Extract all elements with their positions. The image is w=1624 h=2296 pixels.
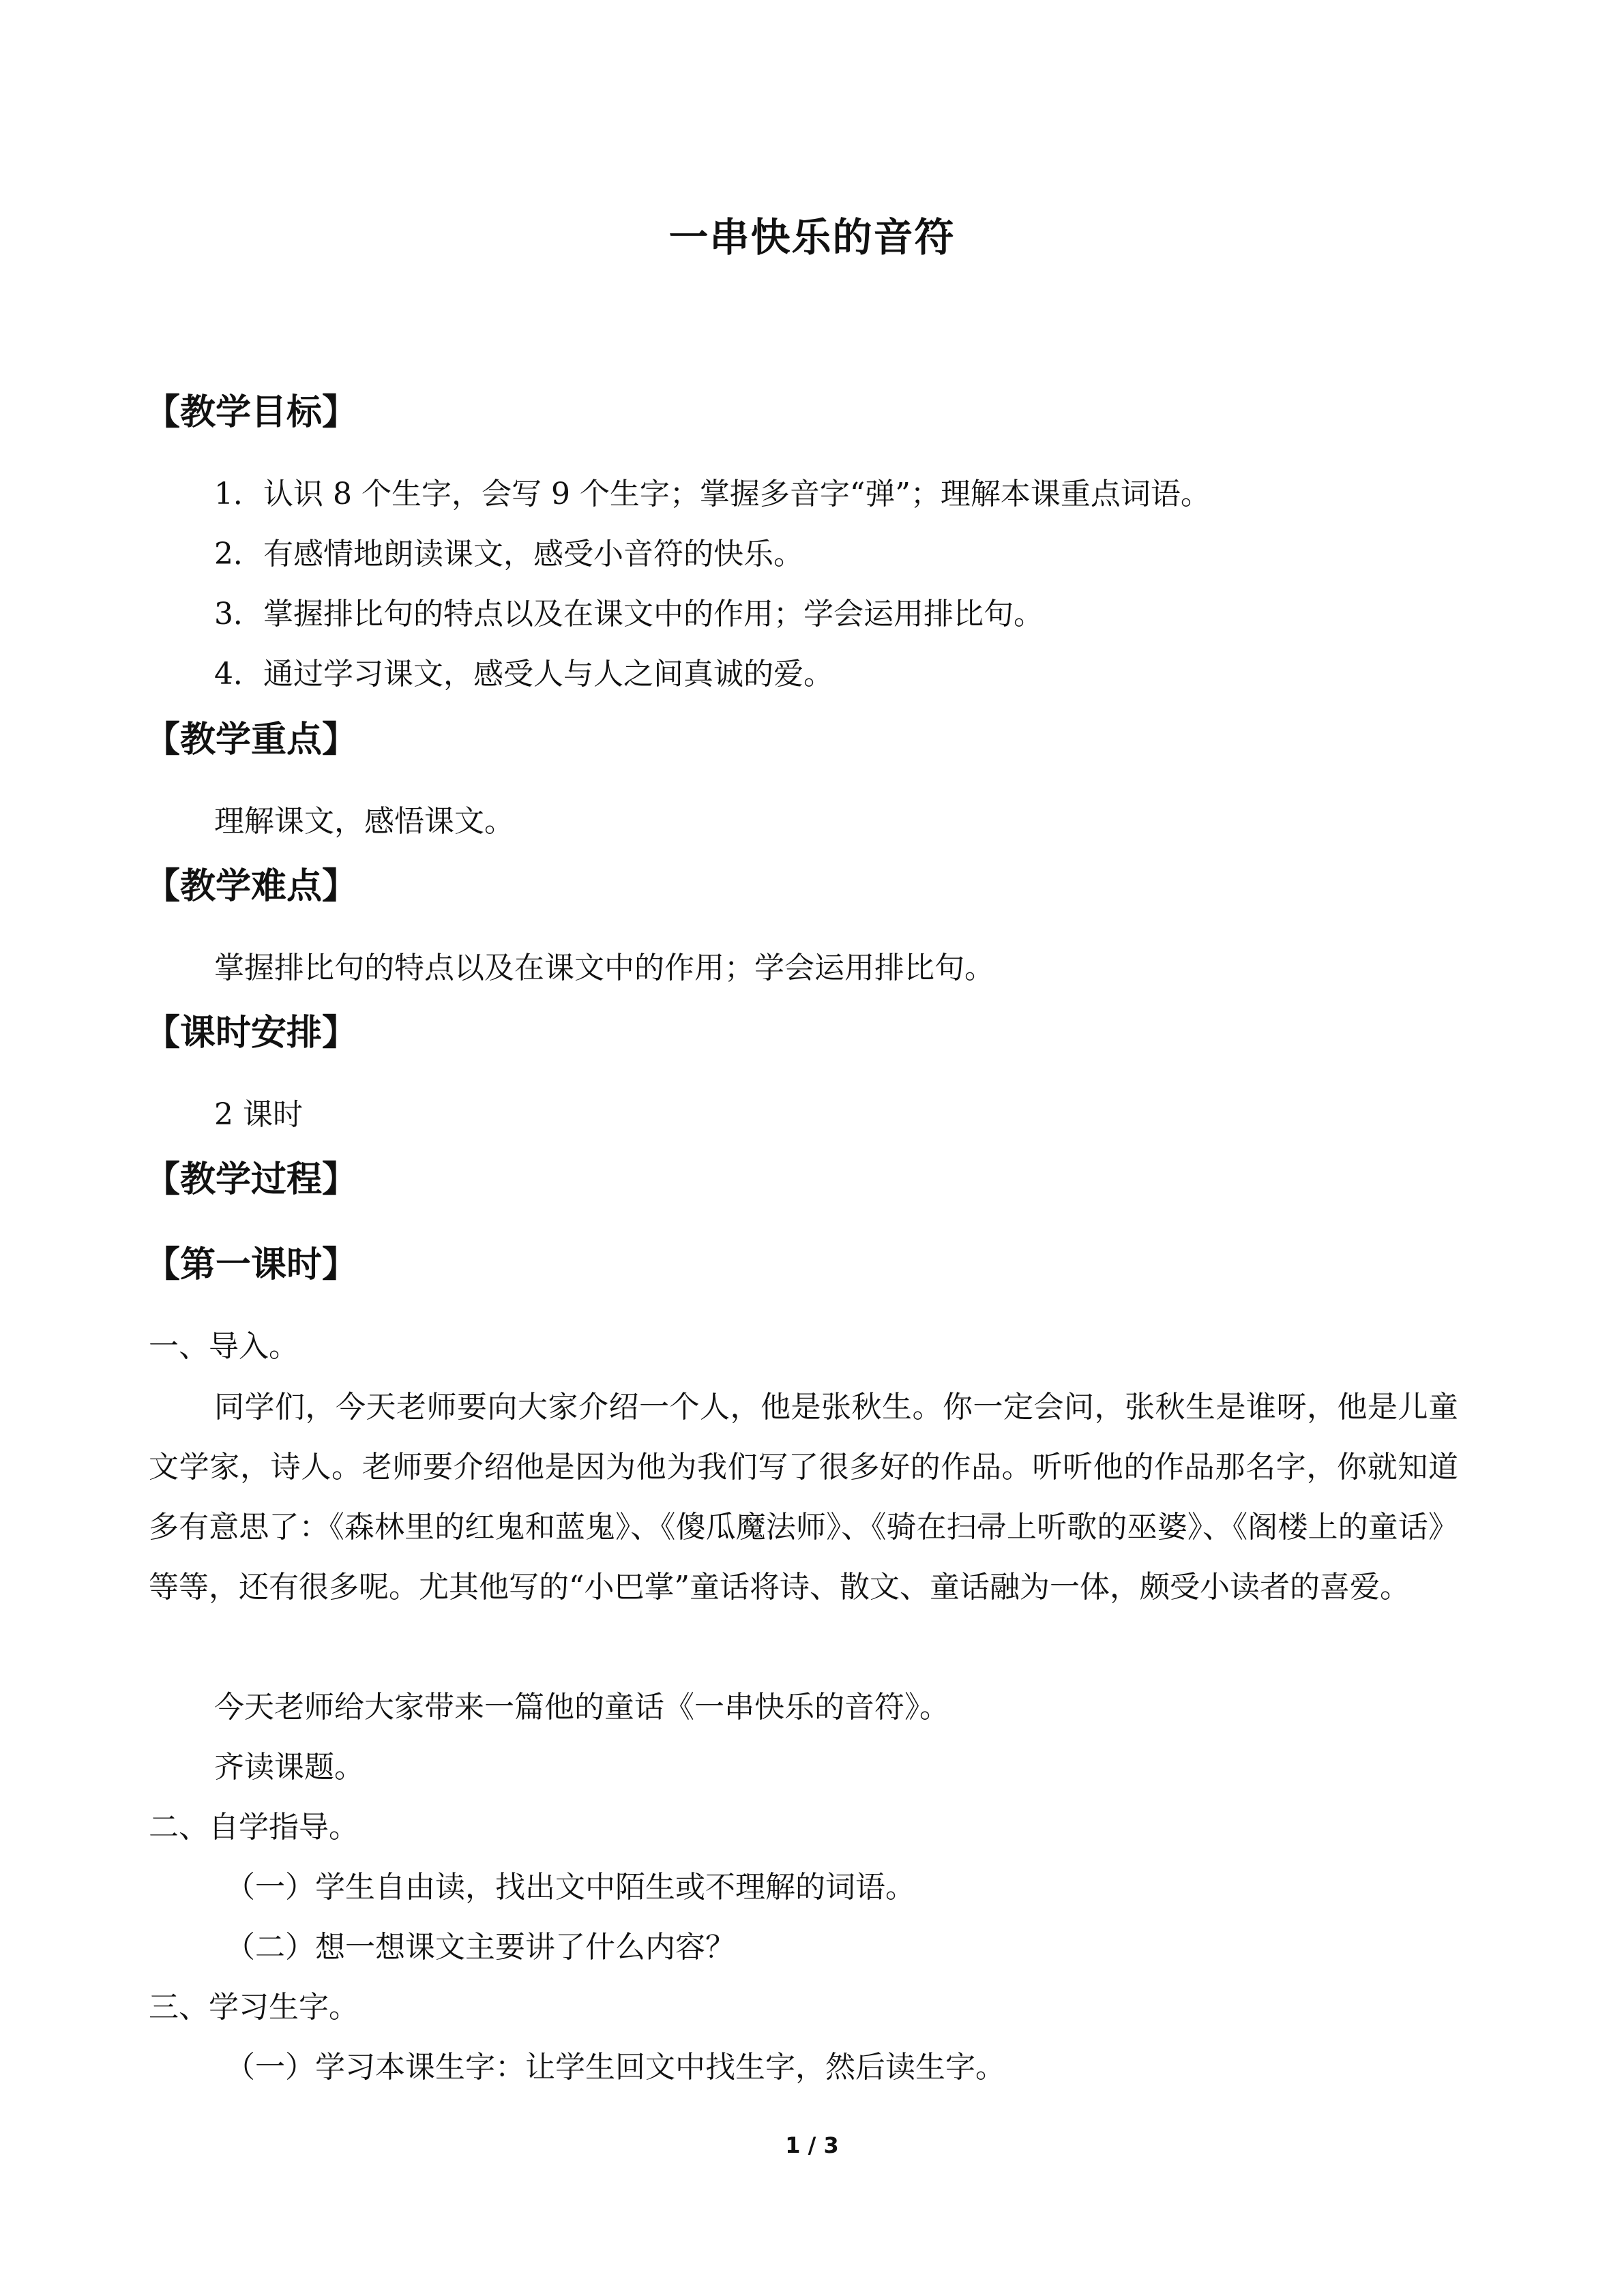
section-self-study-title: 二、自学指导。 (149, 1810, 359, 1845)
difficulties-text: 掌握排比句的特点以及在课文中的作用；学会运用排比句。 (214, 951, 994, 985)
heading-key-points: 【教学重点】 (145, 719, 358, 760)
key-points-text: 理解课文，感悟课文。 (214, 804, 514, 839)
characters-item: （一）学习本课生字：让学生回文中找生字，然后读生字。 (225, 2050, 1005, 2085)
page-indicator: 1 / 3 (785, 2132, 839, 2158)
schedule-text: 2 课时 (214, 1097, 303, 1132)
section-intro-title: 一、导入。 (149, 1329, 299, 1364)
self-study-item: （一）学生自由读，找出文中陌生或不理解的词语。 (225, 1870, 915, 1905)
heading-process: 【教学过程】 (145, 1159, 358, 1200)
heading-schedule: 【课时安排】 (145, 1013, 358, 1054)
section-characters-title: 三、学习生字。 (149, 1990, 359, 2025)
heading-first-lesson: 【第一课时】 (145, 1244, 358, 1285)
heading-objectives: 【教学目标】 (145, 392, 358, 433)
objective-item: 2．有感情地朗读课文，感受小音符的快乐。 (214, 537, 803, 571)
intro-line: 今天老师给大家带来一篇他的童话《一串快乐的音符》。 (214, 1690, 949, 1725)
document-title: 一串快乐的音符 (668, 214, 956, 260)
self-study-item: （二）想一想课文主要讲了什么内容？ (225, 1930, 735, 1965)
intro-paragraph: 同学们，今天老师要向大家介绍一个人，他是张秋生。你一定会问，张秋生是谁呀，他是儿童文学家，诗人。老师要介绍他是因为他为我们写了很多好的作品。听听他的作品那名字，你就知道多有意思了：《森林里的红鬼和蓝鬼》、《傻瓜魔法师》、《骑在扫帚上听歌的巫婆》、《阁楼上的童话》等等，还有很多呢。尤其他写的“小巴掌”童话将诗、散文、童话融为一体，颇受小读者的喜爱。 (149, 1390, 1458, 1605)
objective-item: 4．通过学习课文，感受人与人之间真诚的爱。 (214, 657, 833, 691)
heading-difficulties: 【教学难点】 (145, 866, 358, 907)
objective-item: 1．认识 8 个生字，会写 9 个生字；掌握多音字“弹”；理解本课重点词语。 (214, 477, 1211, 511)
intro-line: 齐读课题。 (214, 1750, 364, 1785)
objective-item: 3．掌握排比句的特点以及在课文中的作用；学会运用排比句。 (214, 597, 1044, 631)
